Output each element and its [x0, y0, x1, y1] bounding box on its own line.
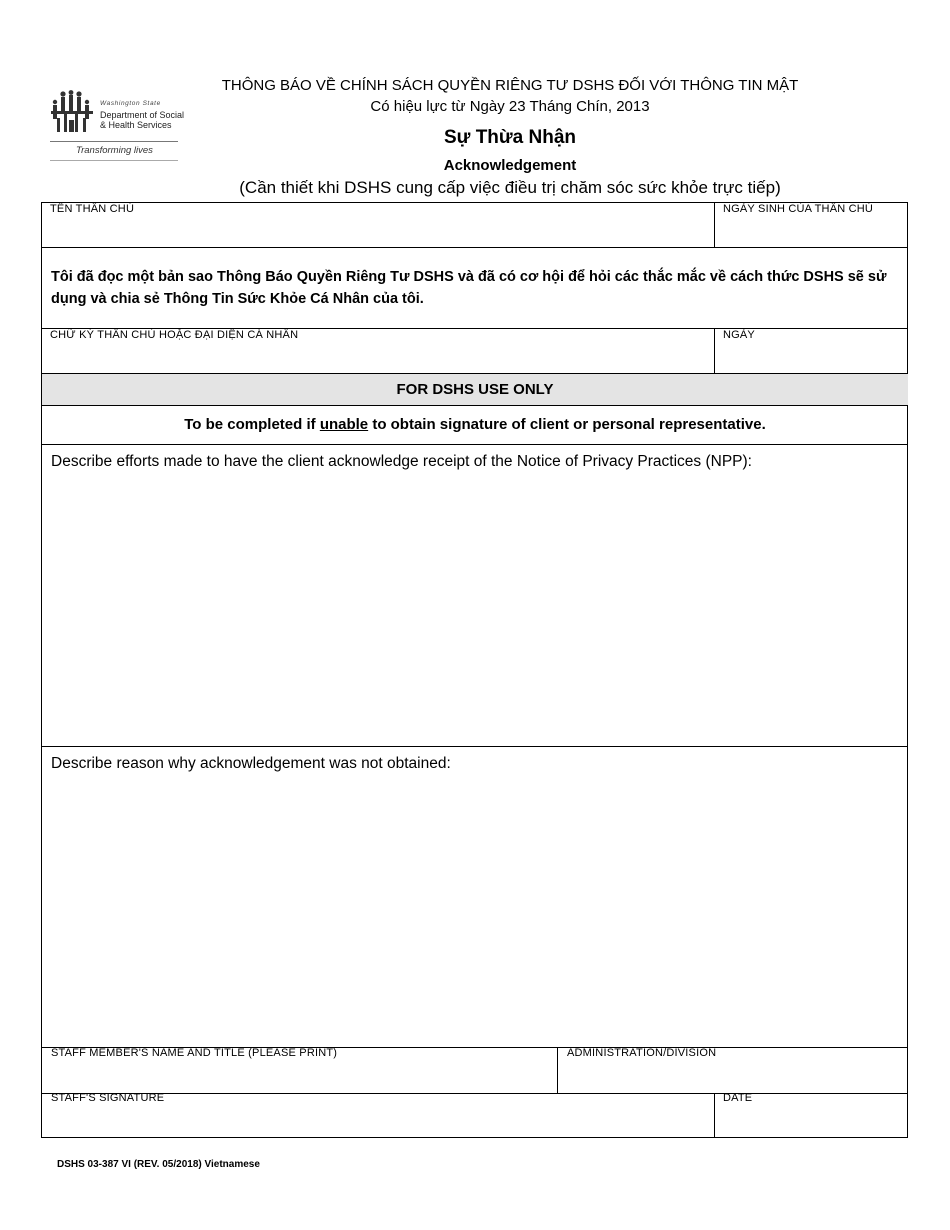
divider — [714, 328, 715, 373]
client-signature-date-label: NGÀY — [723, 329, 755, 341]
instruction-text-end: to obtain signature of client or personal representative. — [368, 416, 766, 433]
form-id: DSHS 03-387 VI (REV. 05/2018) Vietnamese — [57, 1159, 260, 1170]
page-note: (Cần thiết khi DSHS cung cấp việc điều trị chăm sóc sức khỏe trực tiếp) — [239, 178, 781, 197]
staff-name-label: STAFF MEMBER'S NAME AND TITLE (PLEASE PRINT) — [51, 1047, 338, 1059]
efforts-label: Describe efforts made to have the client acknowledge receipt of the Notice of Privacy Practices (NPP): — [51, 453, 752, 470]
notice-title: THÔNG BÁO VỀ CHÍNH SÁCH QUYỀN RIÊNG TƯ DSHS ĐỐI VỚI THÔNG TIN MẬT — [221, 77, 799, 94]
client-signature-date-input[interactable] — [720, 344, 902, 370]
client-signature-label: CHỮ KÝ THÂN CHỦ HOẶC ĐẠI DIỆN CÁ NHÂN — [50, 329, 299, 341]
staff-date-label: DATE — [723, 1092, 753, 1104]
client-name-label: TÊN THÂN CHỦ — [50, 203, 135, 215]
page-subtitle: Acknowledgement — [443, 157, 577, 174]
dshs-instruction — [42, 406, 908, 444]
admin-division-label: ADMINISTRATION/DIVISION — [567, 1047, 717, 1059]
efforts-textarea[interactable] — [48, 478, 903, 742]
staff-signature-label: STAFF'S SIGNATURE — [51, 1092, 165, 1104]
instruction-underlined: unable — [319, 416, 369, 433]
logo-department-text: Department of Social & Health Services — [100, 110, 185, 130]
logo-tagline: Transforming lives — [76, 145, 153, 156]
divider — [41, 444, 908, 445]
divider — [714, 202, 715, 248]
client-dob-label: NGÀY SINH CỦA THÂN CHỦ — [723, 203, 874, 215]
divider — [41, 746, 908, 747]
staff-date-input[interactable] — [720, 1108, 902, 1134]
admin-division-input[interactable] — [563, 1063, 903, 1089]
divider — [714, 1093, 715, 1138]
divider — [41, 1093, 908, 1094]
instruction-text: To be completed if — [184, 416, 320, 433]
staff-signature-input[interactable] — [48, 1108, 708, 1134]
acknowledgement-statement: Tôi đã đọc một bản sao Thông Báo Quyền Riêng Tư DSHS và đã có cơ hội để hỏi các thắc mắc về cách thức DSHS sẽ sử dụng và chia sẻ Thông Tin Sức Khỏe Cá Nhân của tôi. — [51, 269, 887, 307]
client-signature-input[interactable] — [48, 344, 708, 370]
reason-label: Describe reason why acknowledgement was not obtained: — [51, 755, 451, 772]
divider — [557, 1047, 558, 1093]
staff-name-input[interactable] — [48, 1063, 551, 1089]
page-title: Sự Thừa Nhận — [443, 127, 577, 148]
logo-state-text: Washington State — [100, 100, 161, 107]
client-dob-input[interactable] — [720, 218, 902, 244]
divider — [41, 247, 908, 248]
dshs-use-only-heading: FOR DSHS USE ONLY — [42, 374, 908, 405]
reason-textarea[interactable] — [48, 780, 903, 1042]
client-name-input[interactable] — [48, 218, 708, 244]
effective-date: Có hiệu lực từ Ngày 23 Tháng Chín, 2013 — [370, 98, 650, 115]
